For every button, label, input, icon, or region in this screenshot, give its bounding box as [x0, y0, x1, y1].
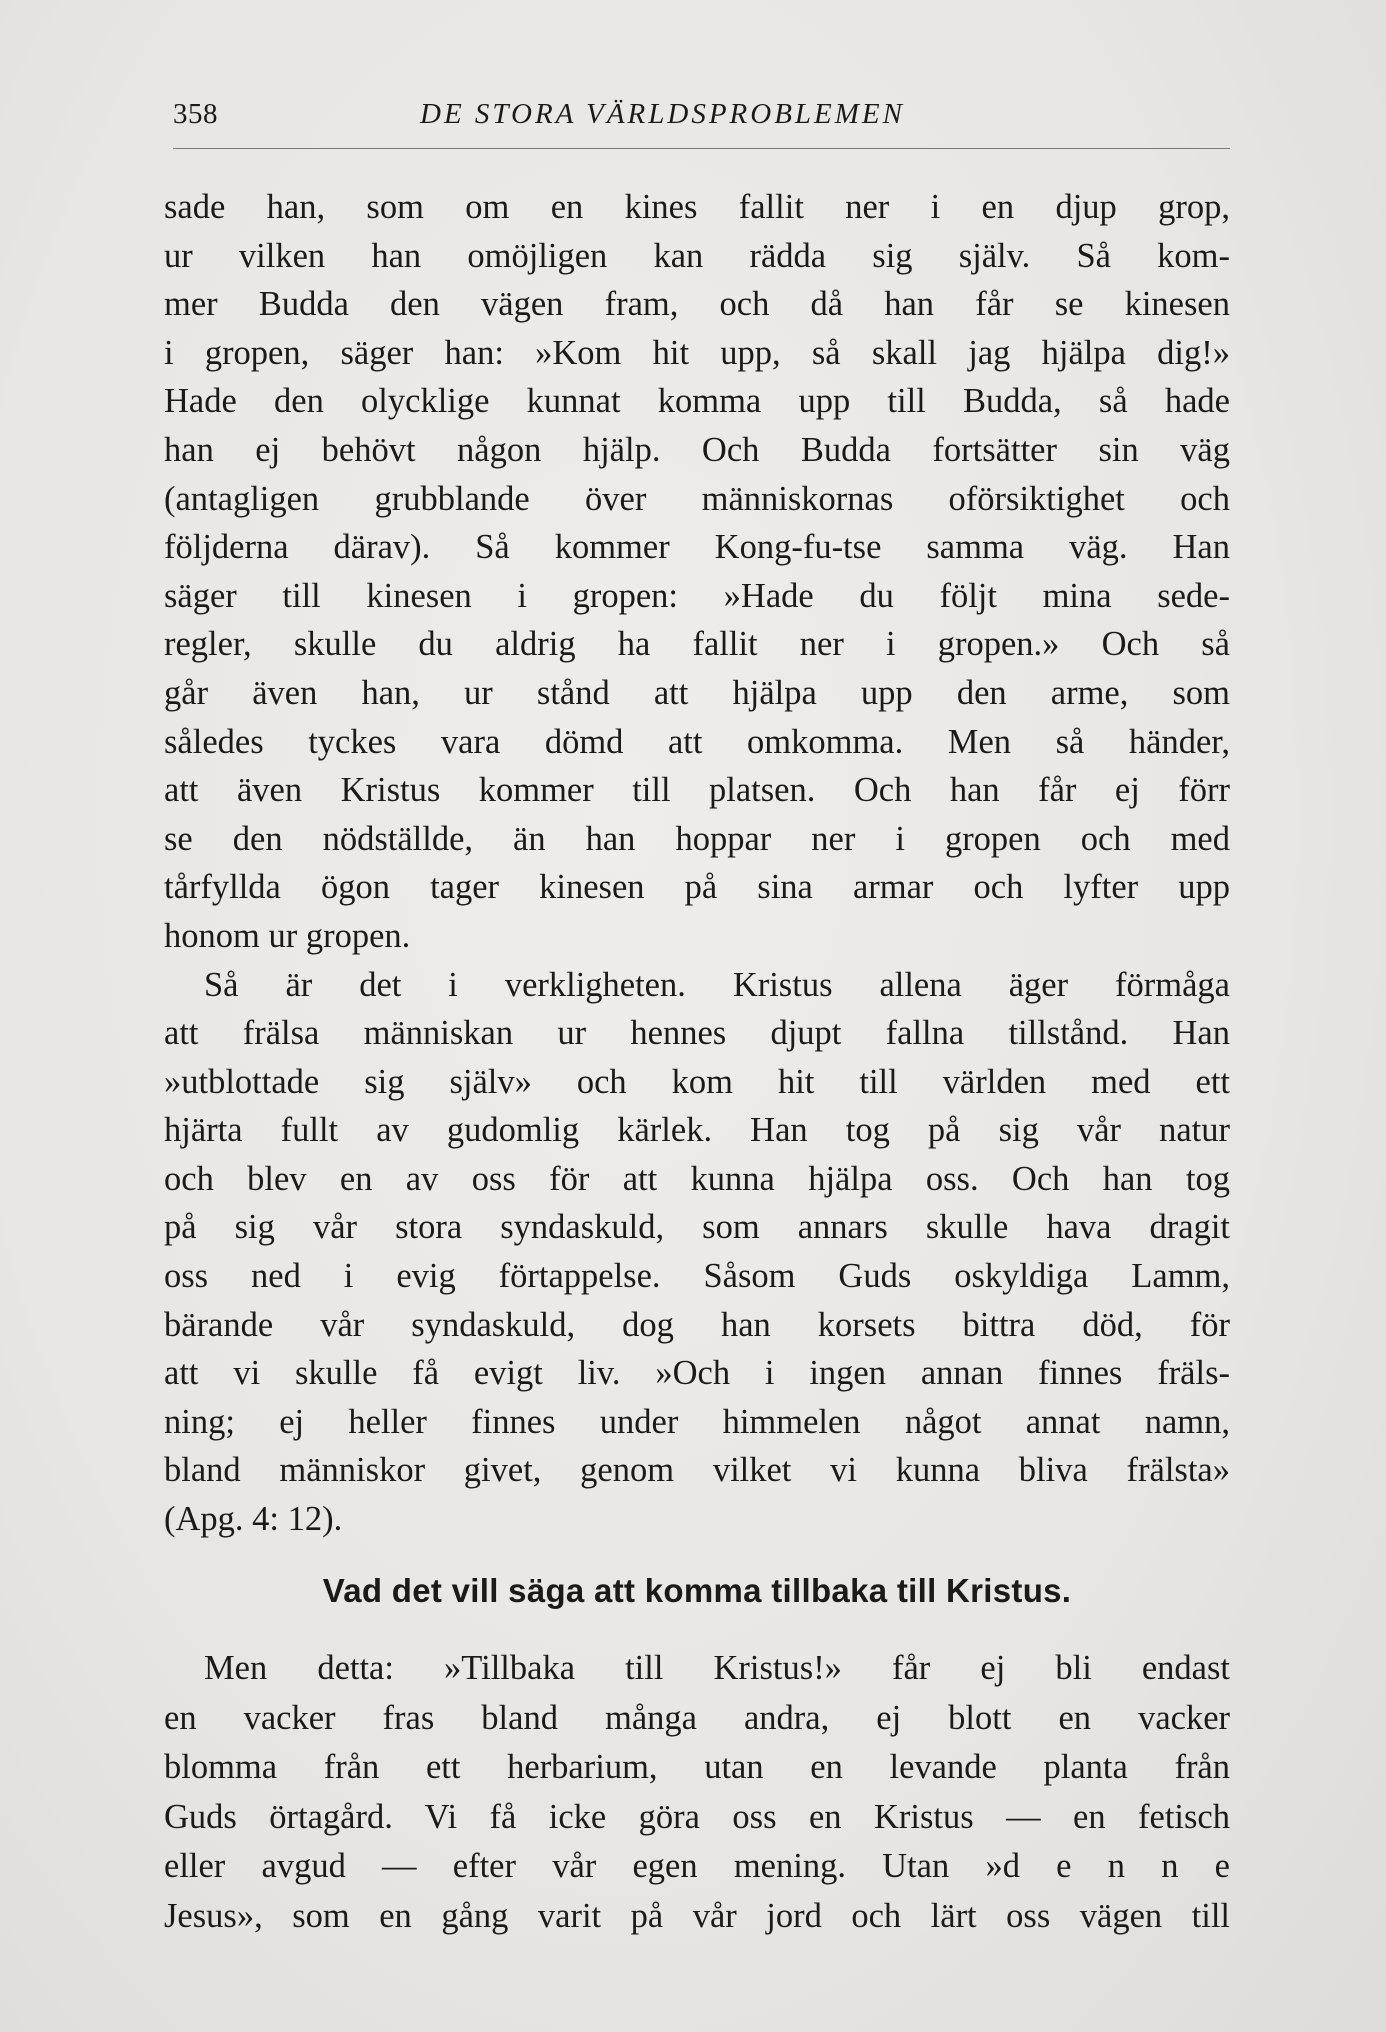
- text-line: tårfyllda ögon tager kinesen på sina armar och lyfter upp: [164, 868, 1230, 907]
- text-line: sade han, som om en kines fallit ner i en djup grop,: [164, 188, 1230, 226]
- text-line: ur vilken han omöjligen kan rädda sig själv. Så kom-: [164, 236, 1230, 275]
- text-line: honom ur gropen.: [164, 916, 411, 955]
- text-line: således tyckes vara dömd att omkomma. Men så händer,: [164, 722, 1230, 761]
- text-line: Så är det i verkligheten. Kristus allena äger förmåga: [204, 965, 1230, 1004]
- text-line: bärande vår syndaskuld, dog han korsets bittra död, för: [164, 1305, 1230, 1344]
- text-line: Guds örtagård. Vi få icke göra oss en Kristus — en fetisch: [164, 1797, 1230, 1836]
- text-line: (antagligen grubblande över människornas oförsiktighet och: [164, 479, 1230, 518]
- text-line: att vi skulle få evigt liv. »Och i ingen annan finnes fräls-: [164, 1354, 1230, 1393]
- text-line: att frälsa människan ur hennes djupt fallna tillstånd. Han: [164, 1014, 1230, 1053]
- text-line: (Apg. 4: 12).: [164, 1500, 343, 1539]
- text-line: bland människor givet, genom vilket vi kunna bliva frälsta»: [164, 1451, 1230, 1490]
- text-line: går även han, ur stånd att hjälpa upp den arme, som: [164, 673, 1230, 712]
- text-line: följderna därav). Så kommer Kong-fu-tse samma väg. Han: [164, 528, 1230, 567]
- section-heading: Vad det vill säga att komma tillbaka till Kristus.: [322, 1572, 1072, 1609]
- text-line: han ej behövt någon hjälp. Och Budda fortsätter sin väg: [164, 430, 1230, 469]
- text-line: Hade den olycklige kunnat komma upp till Budda, så hade: [164, 382, 1230, 421]
- text-line: regler, skulle du aldrig ha fallit ner i gropen.» Och så: [164, 625, 1230, 664]
- text-line: på sig vår stora syndaskuld, som annars skulle hava dragit: [164, 1208, 1230, 1247]
- text-line: Jesus», som en gång varit på vår jord och lärt oss vägen till: [164, 1896, 1230, 1935]
- text-line: säger till kinesen i gropen: »Hade du följt mina sede-: [164, 576, 1230, 615]
- page-header: [173, 98, 1230, 149]
- main-text-block: [164, 183, 1230, 1544]
- text-line: mer Budda den vägen fram, och då han får se kinesen: [164, 285, 1230, 324]
- paragraph-2: [164, 961, 1230, 1544]
- text-line: se den nödställde, än han hoppar ner i gropen och med: [164, 819, 1230, 858]
- text-line: i gropen, säger han: »Kom hit upp, så skall jag hjälpa dig!»: [164, 333, 1230, 372]
- running-head: DE STORA VÄRLDSPROBLEMEN: [420, 98, 905, 130]
- paragraph-1: [164, 183, 1230, 961]
- text-line: Men detta: »Tillbaka till Kristus!» får ej bli endast: [204, 1649, 1230, 1687]
- text-line: oss ned i evig förtappelse. Såsom Guds oskyldiga Lamm,: [164, 1257, 1230, 1296]
- text-line: hjärta fullt av gudomlig kärlek. Han tog på sig vår natur: [164, 1111, 1230, 1150]
- text-line: ning; ej heller finnes under himmelen något annat namn,: [164, 1402, 1230, 1441]
- page-number: 358: [173, 98, 218, 130]
- text-line: »utblottade sig själv» och kom hit till världen med ett: [164, 1062, 1230, 1101]
- text-line: en vacker fras bland många andra, ej blott en vacker: [164, 1698, 1230, 1737]
- text-line: blomma från ett herbarium, utan en levande planta från: [164, 1748, 1230, 1786]
- paragraph-3: [164, 1644, 1230, 1941]
- text-line: och blev en av oss för att kunna hjälpa oss. Och han tog: [164, 1159, 1230, 1198]
- text-line: att även Kristus kommer till platsen. Och han får ej förr: [164, 771, 1230, 810]
- text-line: eller avgud — efter vår egen mening. Utan »d e n n e: [164, 1847, 1230, 1885]
